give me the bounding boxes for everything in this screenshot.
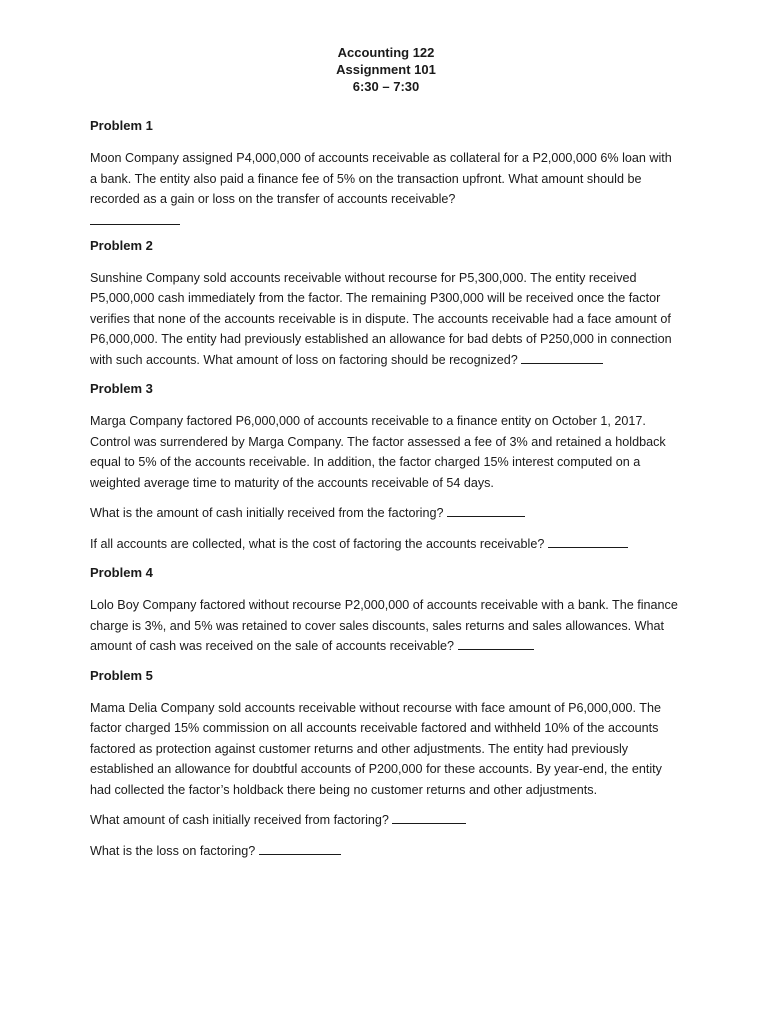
answer-blank xyxy=(458,636,534,650)
problem-4 xyxy=(90,564,682,657)
problem-question: What amount of cash initially received from factoring? xyxy=(90,810,682,831)
problem-text: Sunshine Company sold accounts receivable without recourse for P5,300,000. The entity received P5,000,000 cash immediately from the factor. The remaining P300,000 will be received once the factor verifies that none of the accounts receivable is in dispute. The accounts receivable had a face amount of P6,000,000. The entity had previously established an allowance for bad debts of P250,000 in connection with such accounts. What amount of loss on factoring should be recognized? xyxy=(90,270,672,367)
problem-text: Lolo Boy Company factored without recourse P2,000,000 of accounts receivable with a bank. The finance charge is 3%, and 5% was retained to cover sales discounts, sales returns and sales allowances. What amount of cash was received on the sale of accounts receivable? xyxy=(90,598,678,653)
problem-text: Moon Company assigned P4,000,000 of accounts receivable as collateral for a P2,000,000 6% loan with a bank. The entity also paid a finance fee of 5% on the transaction upfront. What amount should be recorded as a gain or loss on the transfer of accounts receivable? xyxy=(90,151,672,206)
answer-blank xyxy=(259,841,341,855)
problem-question: What is the loss on factoring? xyxy=(90,841,682,862)
problem-2 xyxy=(90,237,682,371)
answer-blank xyxy=(548,534,628,548)
problem-3 xyxy=(90,380,682,554)
answer-blank xyxy=(392,810,466,824)
answer-blank xyxy=(447,503,525,517)
problem-question: What is the amount of cash initially received from the factoring? xyxy=(90,503,682,524)
problem-title: Problem 5 xyxy=(90,667,153,683)
problem-title: Problem 4 xyxy=(90,565,153,580)
time-range: 6:30 – 7:30 xyxy=(352,79,420,94)
problem-title: Problem 2 xyxy=(90,237,153,253)
problem-question: If all accounts are collected, what is the cost of factoring the accounts receivable? xyxy=(90,534,682,555)
problem-5 xyxy=(90,667,682,862)
document-header xyxy=(90,44,682,95)
answer-blank xyxy=(90,210,180,225)
answer-blank xyxy=(521,350,603,364)
document-page xyxy=(90,44,682,871)
problem-title: Problem 1 xyxy=(90,118,153,133)
problem-1 xyxy=(90,117,682,225)
problem-text: Mama Delia Company sold accounts receivable without recourse with face amount of P6,000,000. The factor charged 15% commission on all accounts receivable factored and withheld 10% of the accounts factored as protection against customer returns and other adjustments. The entity had previously established an allowance for doubtful accounts of P200,000 for these accounts. By year-end, the entity had collected the factor’s holdback there being no customer returns and other adjustments. xyxy=(90,700,662,797)
assignment-title: Assignment 101 xyxy=(336,62,436,77)
problem-title: Problem 3 xyxy=(90,381,153,396)
problem-text: Marga Company factored P6,000,000 of accounts receivable to a finance entity on October 1, 2017. Control was surrendered by Marga Company. The factor assessed a fee of 3% and retained a holdback equal to 5% of the accounts receivable. In addition, the factor charged 15% interest computed on a weighted average time to maturity of the accounts receivable of 54 days. xyxy=(90,414,666,490)
course-title: Accounting 122 xyxy=(337,45,435,60)
